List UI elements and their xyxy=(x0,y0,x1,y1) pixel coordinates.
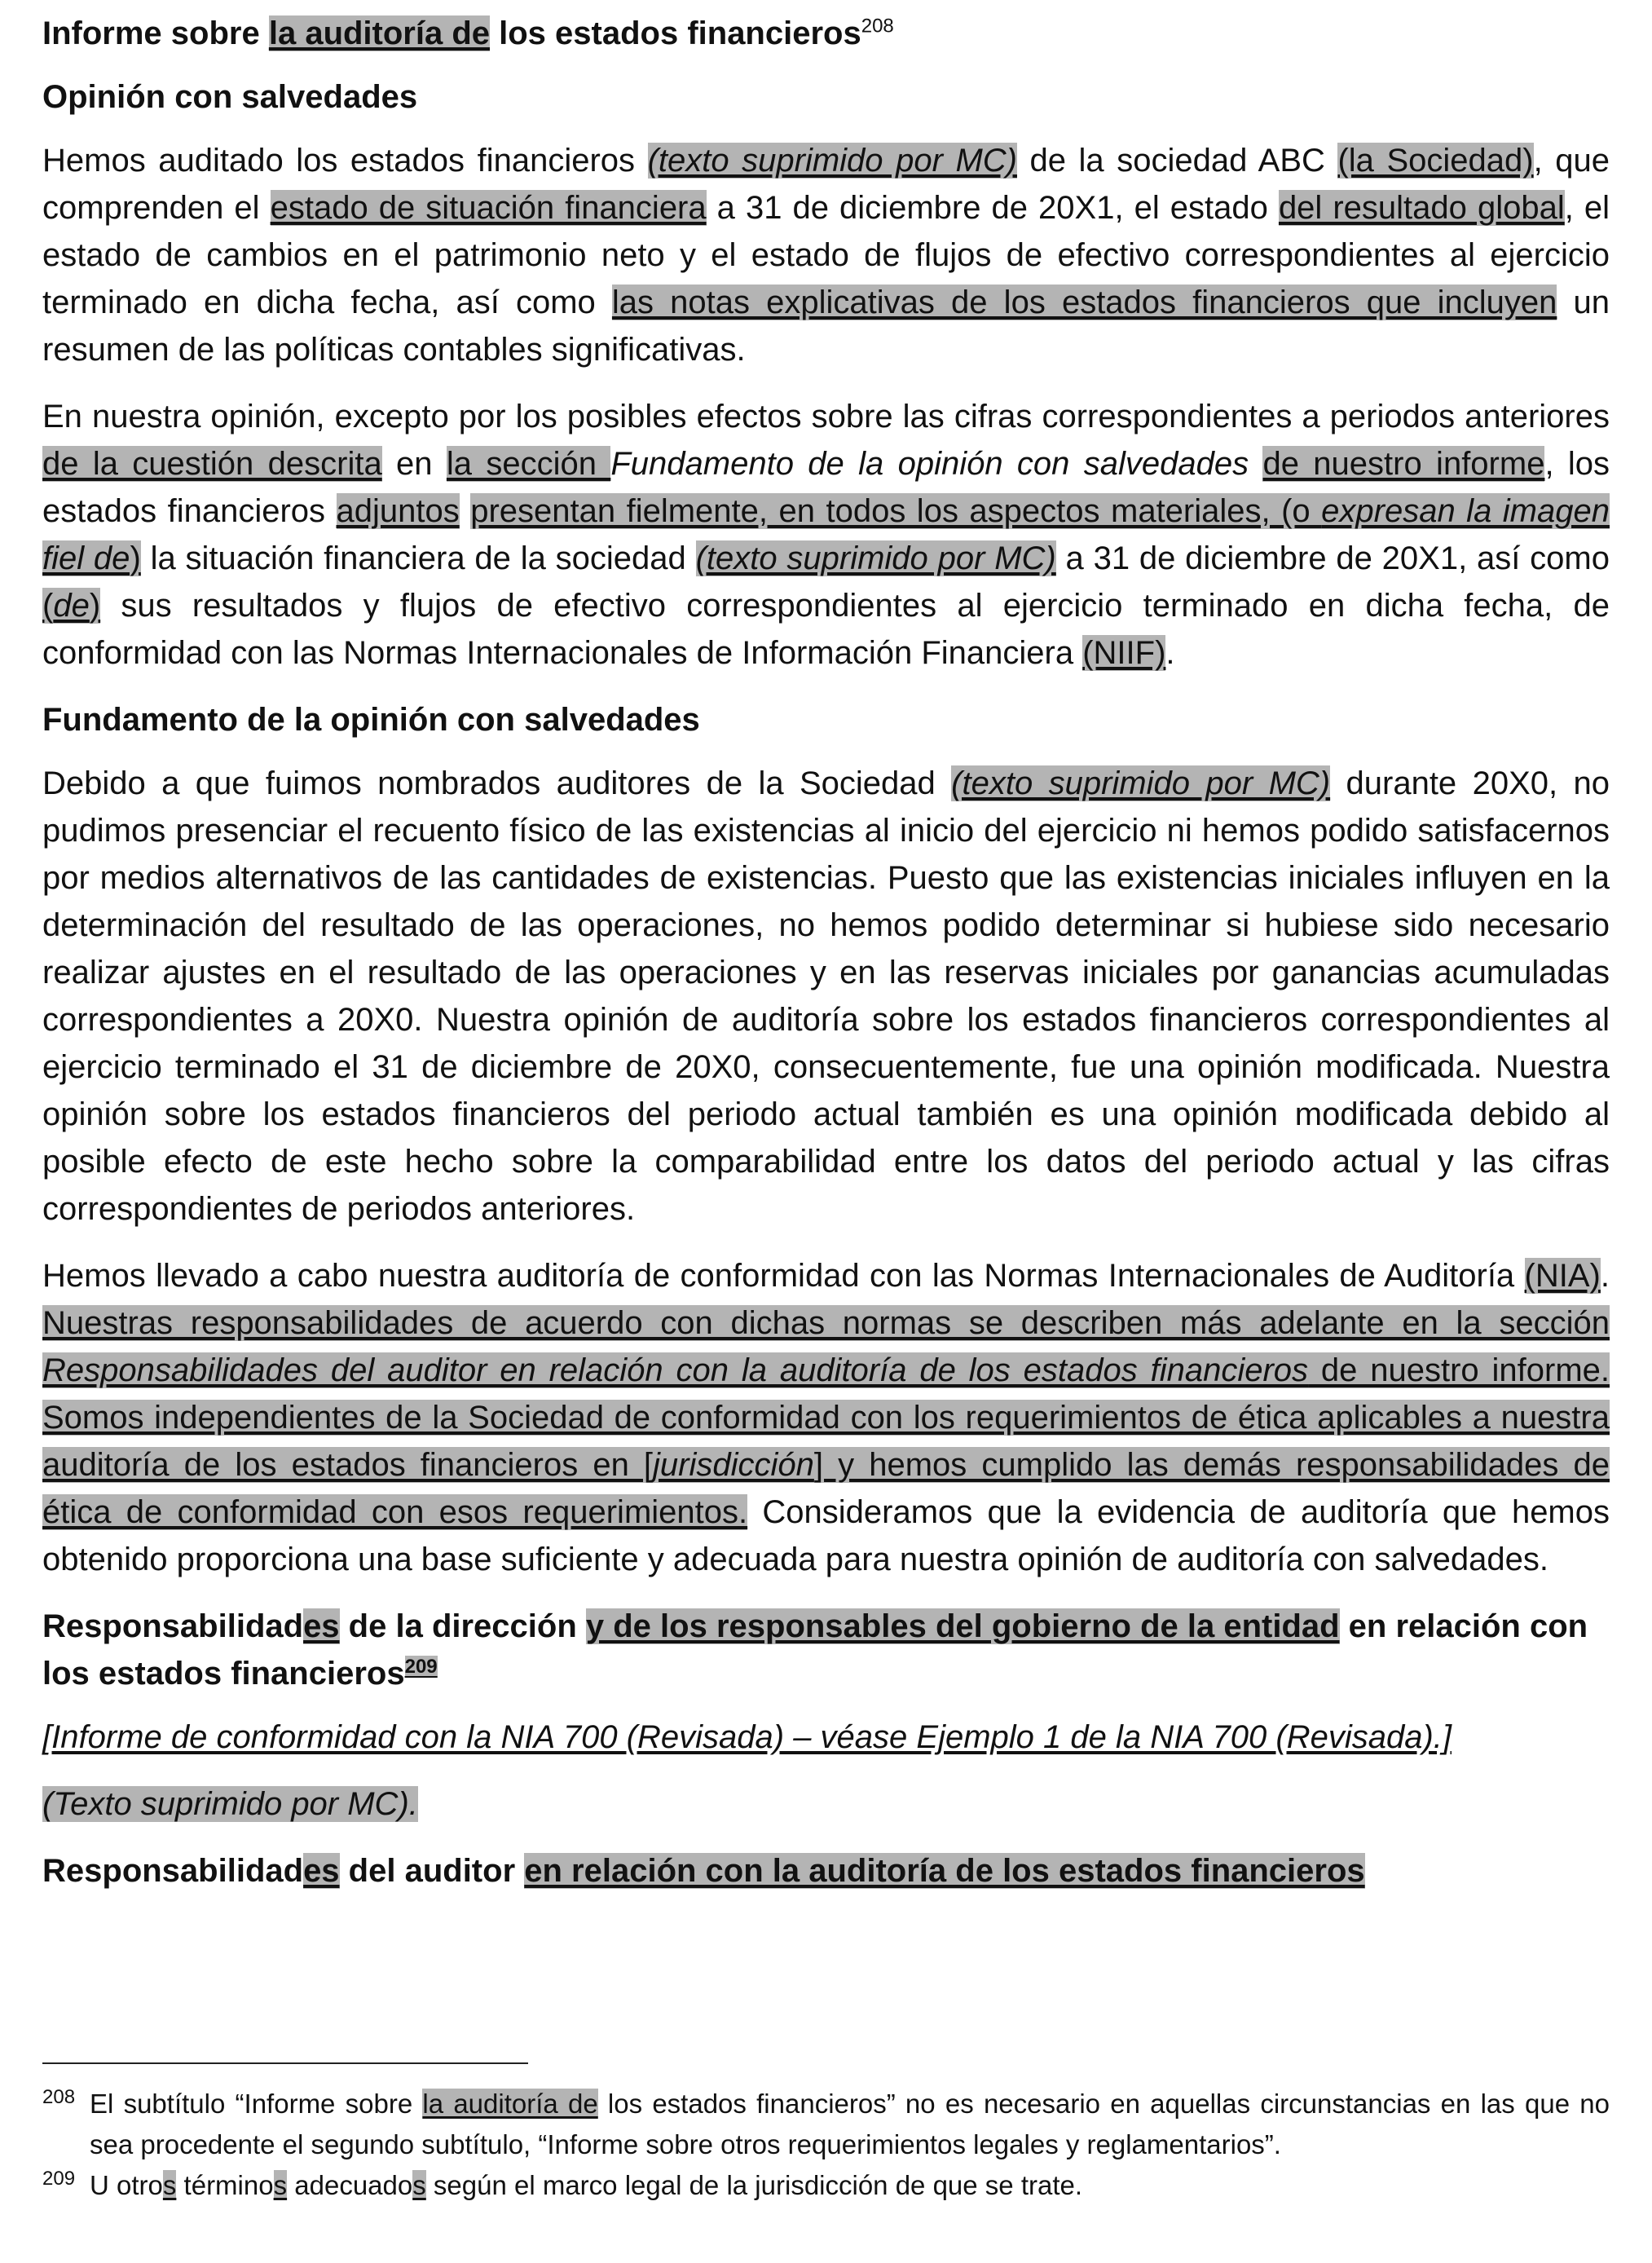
fundamento-heading: Fundamento de la opinión con salvedades xyxy=(42,702,700,738)
nia-700-reference: [Informe de conformidad con la NIA 700 (Revisada) – véase Ejemplo 1 de la NIA 700 (Revisada).] xyxy=(42,1719,1452,1755)
footnote-ref-208[interactable]: 208 xyxy=(861,15,894,37)
footnote-209: 209 U otros términos adecuados según el marco legal de la jurisdicción de que se trate. xyxy=(42,2168,1083,2200)
opinion-heading: Opinión con salvedades xyxy=(42,79,418,115)
main-heading xyxy=(42,10,1610,57)
main-heading-text-end: los estados financieros xyxy=(490,15,861,51)
opinion-paragraph-1: Hemos auditado los estados financieros (texto suprimido por MC) de la sociedad ABC (la Sociedad), que comprenden el estado de situación financiera a 31 de diciembre de 20X1, el estado del resultado global, el estado de cambios en el patrimonio neto y el estado de flujos de efectivo correspondientes al ejercicio terminado en dicha fecha, así como las notas explicativas de los estados financieros que incluyen un resumen de las políticas contables significativas. xyxy=(42,143,1610,368)
opinion-paragraph-2: En nuestra opinión, excepto por los posibles efectos sobre las cifras correspondientes a periodos anteriores de la cuestión descrita en la sección Fundamento de la opinión con salvedades de nuestro informe, los estados financieros adjuntos presentan fielmente, en todos los aspectos materiales, (o expresan la imagen fiel de) la situación financiera de la sociedad (texto suprimido por MC) a 31 de diciembre de 20X1, así como (de) sus resultados y flujos de efectivo correspondientes al ejercicio terminado en dicha fecha, de conformidad con las Normas Internacionales de Información Financiera (NIIF). xyxy=(42,399,1610,671)
main-heading-text: Informe sobre xyxy=(42,15,269,51)
footnote-separator xyxy=(42,2062,528,2064)
footnotes xyxy=(42,2084,1610,2206)
suppressed-text-note: (Texto suprimido por MC). xyxy=(42,1786,418,1822)
management-responsibilities-heading: Responsabilidades de la dirección y de los responsables del gobierno de la entidad en relación con los estados financieros$^{209}$ xyxy=(42,1608,1588,1692)
footnote-208: 208 El subtítulo “Informe sobre la auditoría de los estados financieros” no es necesario en aquellas circunstancias en las que no sea procedente el segundo subtítulo, “Informe sobre otros requerimientos legales y reglamentarios”. xyxy=(42,2086,1610,2159)
main-heading-highlight: la auditoría de xyxy=(268,15,491,51)
fundamento-paragraph-1: Debido a que fuimos nombrados auditores de la Sociedad (texto suprimido por MC) durante 20X0, no pudimos presenciar el recuento físico de las existencias al inicio del ejercicio ni hemos podido satisfacernos por medios alternativos de las cantidades de existencias. Puesto que las existencias iniciales influyen en la determinación del resultado de las operaciones, no hemos podido determinar si hubiese sido necesario realizar ajustes en el resultado de las operaciones y en las reservas iniciales por ganancias acumuladas correspondientes a 20X0. Nuestra opinión de auditoría sobre los estados financieros correspondientes al ejercicio terminado el 31 de diciembre de 20X0, consecuentemente, fue una opinión modificada. Nuestra opinión sobre los estados financieros del periodo actual también es una opinión modificada debido al posible efecto de este hecho sobre la comparabilidad entre los datos del periodo actual y las cifras correspondientes de periodos anteriores. xyxy=(42,765,1610,1227)
fundamento-paragraph-2: Hemos llevado a cabo nuestra auditoría de conformidad con las Normas Internacionales de Auditoría (NIA). Nuestras responsabilidades de acuerdo con dichas normas se describen más adelante en la sección Responsabilidades del auditor en relación con la auditoría de los estados financieros de nuestro informe. Somos independientes de la Sociedad de conformidad con los requerimientos de ética aplicables a nuestra auditoría de los estados financieros en [jurisdicción] y hemos cumplido las demás responsabilidades de ética de conformidad con esos requerimientos. Consideramos que la evidencia de auditoría que hemos obtenido proporciona una base suficiente y adecuada para nuestra opinión de auditoría con salvedades. xyxy=(42,1258,1610,1577)
footnote-ref-209[interactable]: 209 xyxy=(404,1655,438,1678)
auditor-responsibilities-heading: Responsabilidades del auditor en relación con la auditoría de los estados financieros xyxy=(42,1853,1365,1889)
